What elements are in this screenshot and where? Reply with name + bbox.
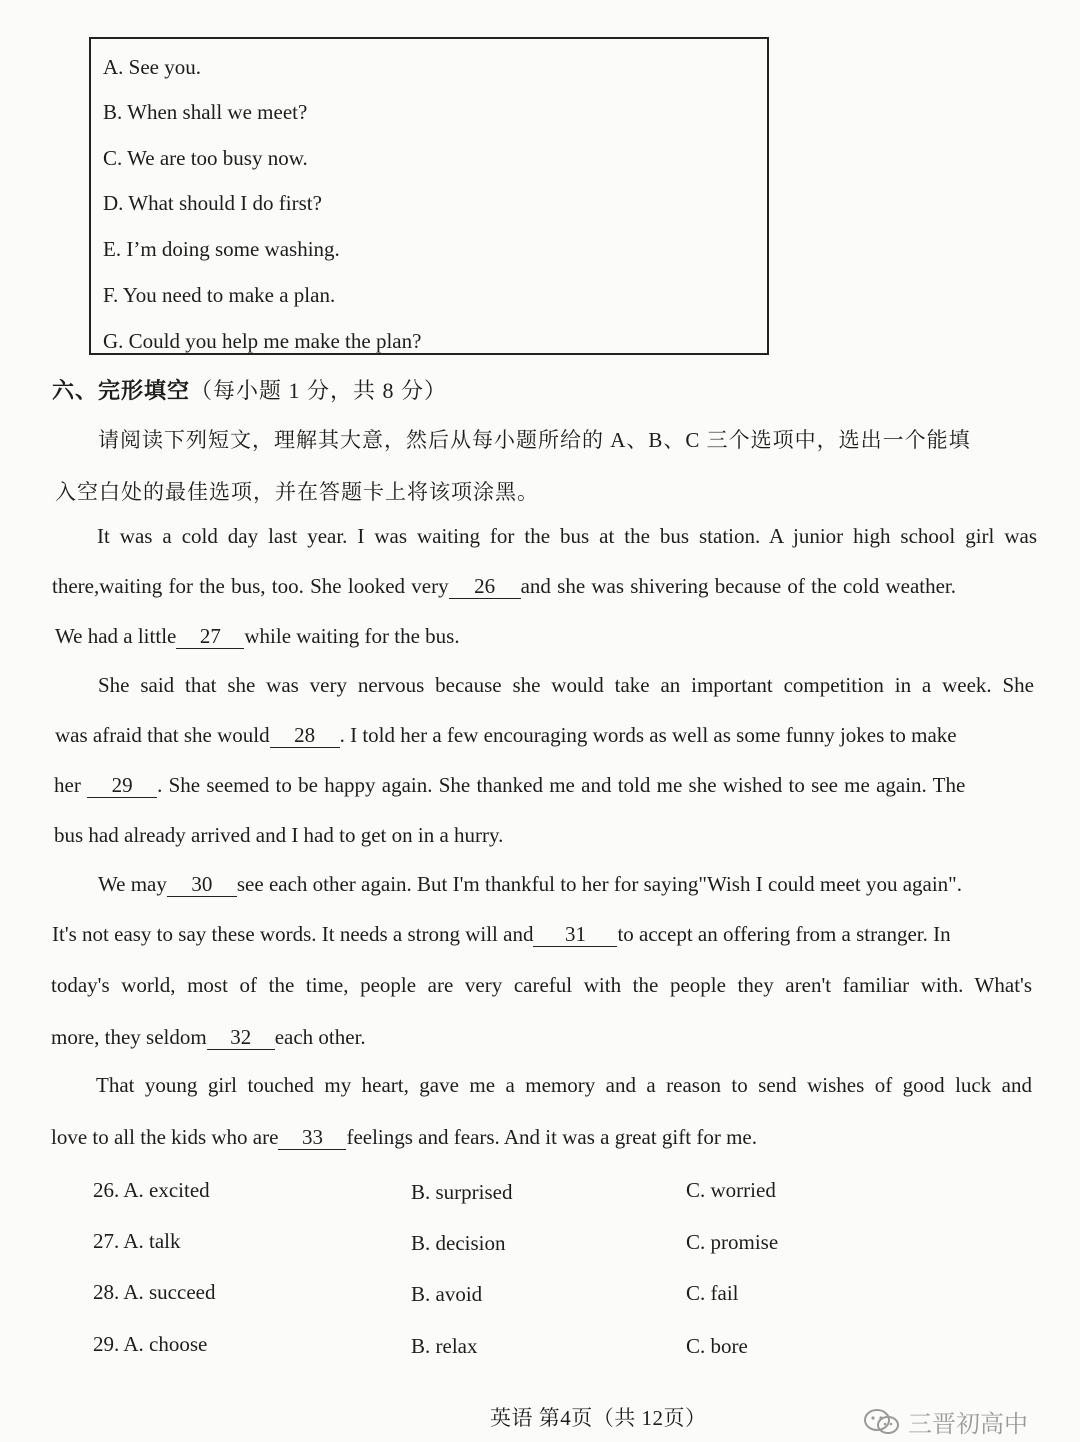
question-29-a: 29. A. choose xyxy=(93,1332,208,1356)
passage-line-13: love to all the kids who are 33 feelings and fears. And it was a great gift for me. xyxy=(51,1125,757,1149)
section-heading xyxy=(52,374,447,405)
option-e: E. I’m doing some washing. xyxy=(103,237,340,261)
passage-line-10: today's world, most of the time, people are very careful with the people they aren't familiar with. What's xyxy=(51,973,1032,997)
passage-line-11: more, they seldom 32 each other. xyxy=(51,1025,366,1049)
options-box xyxy=(89,37,769,355)
passage-line-2: there,waiting for the bus, too. She looked very 26 and she was shivering because of the cold weather. xyxy=(52,574,957,598)
question-28-b: B. avoid xyxy=(411,1282,483,1306)
passage-line-4: She said that she was very nervous because she would take an important competition in a week. She xyxy=(98,673,1034,697)
blank-29: 29 xyxy=(87,774,157,798)
question-26-b: B. surprised xyxy=(411,1180,513,1204)
question-26-c: C. worried xyxy=(686,1178,776,1202)
option-b: B. When shall we meet? xyxy=(103,100,308,124)
question-29-c: C. bore xyxy=(686,1334,748,1358)
passage-line-7: bus had already arrived and I had to get on in a hurry. xyxy=(54,823,504,847)
option-f: F. You need to make a plan. xyxy=(103,283,336,307)
passage-line-6: her 29 . She seemed to be happy again. She thanked me and told me she wished to see me again. The xyxy=(54,773,966,797)
instruction-line-1: 请阅读下列短文，理解其大意，然后从每小题所给的 A、B、C 三个选项中，选出一个能填 xyxy=(98,428,971,452)
option-c: C. We are too busy now. xyxy=(103,146,308,170)
passage-line-1: It was a cold day last year. I was waiting for the bus at the bus station. A junior high school girl was xyxy=(97,524,1037,548)
option-g: G. Could you help me make the plan? xyxy=(103,329,422,353)
question-28-a: 28. A. succeed xyxy=(93,1280,216,1304)
blank-30: 30 xyxy=(167,873,237,897)
question-27-b: B. decision xyxy=(411,1231,506,1255)
page-footer: 英语 第4页（共 12页） xyxy=(490,1406,707,1430)
blank-27: 27 xyxy=(176,625,244,649)
instruction-line-2: 入空白处的最佳选项，并在答题卡上将该项涂黑。 xyxy=(55,480,539,504)
question-28-c: C. fail xyxy=(686,1281,739,1305)
blank-26: 26 xyxy=(449,575,521,599)
question-27-a: 27. A. talk xyxy=(93,1229,181,1253)
watermark xyxy=(862,1404,1028,1439)
option-d: D. What should I do first? xyxy=(103,191,322,215)
blank-33: 33 xyxy=(278,1126,346,1150)
passage-line-5: was afraid that she would 28 . I told her a few encouraging words as well as some funny jokes to make xyxy=(55,723,957,747)
section-title: 六、完形填空 xyxy=(52,378,191,403)
passage-line-8: We may 30 see each other again. But I'm thankful to her for saying"Wish I could meet you again". xyxy=(98,872,962,896)
blank-31: 31 xyxy=(533,923,617,947)
question-29-b: B. relax xyxy=(411,1334,478,1358)
section-score: （每小题 1 分，共 8 分） xyxy=(190,378,448,403)
watermark-text: 三晋初高中 xyxy=(908,1410,1028,1438)
passage-line-9: It's not easy to say these words. It needs a strong will and 31 to accept an offering from a stranger. In xyxy=(52,922,951,946)
blank-32: 32 xyxy=(207,1026,275,1050)
passage-line-12: That young girl touched my heart, gave me a memory and a reason to send wishes of good luck and xyxy=(96,1073,1032,1097)
passage-line-3: We had a little 27 while waiting for the bus. xyxy=(55,624,460,648)
wechat-icon xyxy=(862,1407,902,1437)
option-a: A. See you. xyxy=(103,55,201,79)
blank-28: 28 xyxy=(270,724,340,748)
question-27-c: C. promise xyxy=(686,1230,779,1254)
question-26-a: 26. A. excited xyxy=(93,1178,210,1202)
